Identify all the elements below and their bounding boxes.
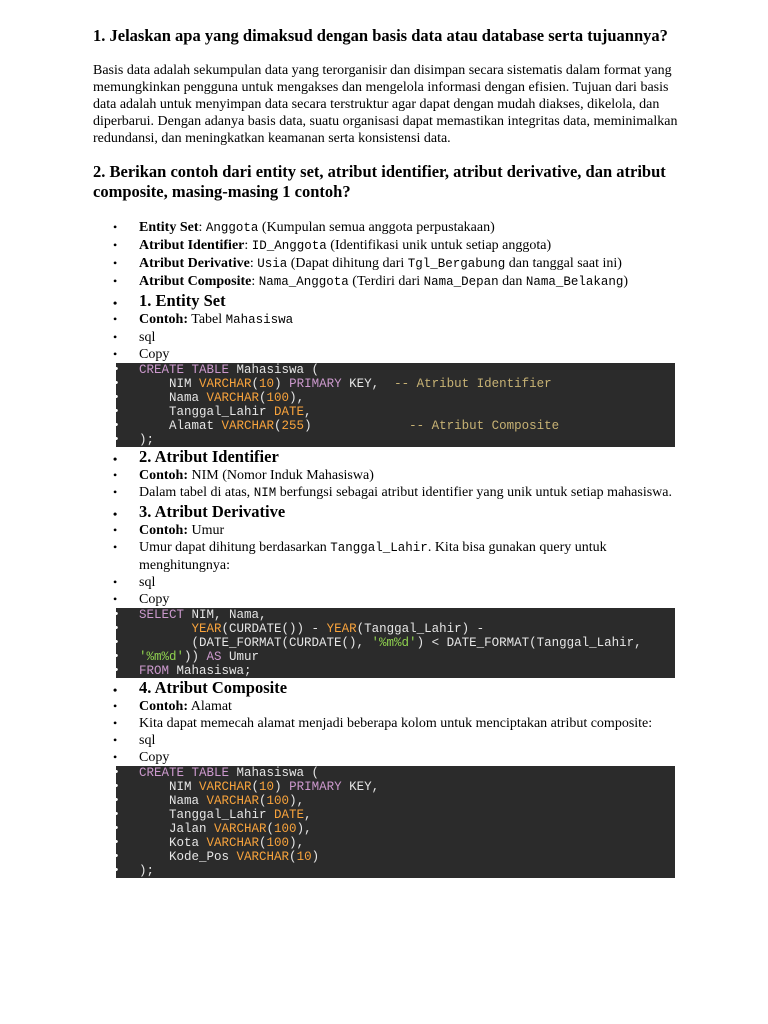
contoh-atribut-composite: • Contoh: Alamat (93, 698, 683, 715)
summary-atribut-composite: • Atribut Composite: Nama_Anggota (Terdiri dari Nama_Depan dan Nama_Belakang) (93, 273, 683, 291)
code-line: • CREATE TABLE Mahasiswa ( (116, 766, 675, 780)
question-1-title: 1. Jelaskan apa yang dimaksud dengan basis data atau database serta tujuannya? (93, 26, 668, 45)
summary-entity-set: • Entity Set: Anggota (Kumpulan semua anggota perpustakaan) (93, 219, 683, 237)
question-2-title: 2. Berikan contoh dari entity set, atribut identifier, atribut derivative, dan atribut composite, masing-masing 1 contoh? (93, 162, 666, 201)
document-page (93, 26, 683, 878)
code-line: • ); (116, 433, 675, 447)
contoh-atribut-derivative: • Contoh: Umur (93, 522, 683, 539)
code-block (116, 766, 675, 878)
question-1-answer: Basis data adalah sekumpulan data yang terorganisir dan disimpan secara sistematis dalam format yang memungkinkan pengguna untuk mengakses dan mengelola informasi dengan efisien. Tujuan dari basis data adalah untuk menyimpan data secara terstruktur agar dapat dengan mudah diakses, dikelola, dan diperbarui. Dengan adanya basis data, suatu organisasi dapat memastikan integritas data, meminimalkan redundansi, dan meningkatkan keamanan serta konsistensi data. (93, 63, 678, 146)
code-block (116, 608, 675, 678)
code-lang-label: • sql (93, 329, 683, 346)
code-line: • Kode_Pos VARCHAR(10) (116, 850, 675, 864)
desc-atribut-derivative: • Umur dapat dihitung berdasarkan Tanggal_Lahir. Kita bisa gunakan query untuk menghitungnya: (93, 539, 683, 574)
code-line: • SELECT NIM, Nama, (116, 608, 675, 622)
code-line: • (DATE_FORMAT(CURDATE(), '%m%d') < DATE_FORMAT(Tanggal_Lahir, (116, 636, 675, 650)
code-lang-label: • sql (93, 574, 683, 591)
section-heading-atribut-identifier: • 2. Atribut Identifier (93, 447, 683, 467)
code-line: • NIM VARCHAR(10) PRIMARY KEY, (116, 780, 675, 794)
summary-atribut-derivative: • Atribut Derivative: Usia (Dapat dihitung dari Tgl_Bergabung dan tanggal saat ini) (93, 255, 683, 273)
code-line: • FROM Mahasiswa; (116, 664, 675, 678)
code-line: • NIM VARCHAR(10) PRIMARY KEY, -- Atribut Identifier (116, 377, 675, 391)
section-heading-atribut-composite: • 4. Atribut Composite (93, 678, 683, 698)
code-lang-label: • sql (93, 732, 683, 749)
copy-button[interactable]: • Copy (93, 346, 683, 363)
code-line: • Nama VARCHAR(100), (116, 794, 675, 808)
contoh-entity-set: • Contoh: Tabel Mahasiswa (93, 311, 683, 329)
code-line: • Alamat VARCHAR(255) -- Atribut Composite (116, 419, 675, 433)
summary-atribut-identifier: • Atribut Identifier: ID_Anggota (Identifikasi unik untuk setiap anggota) (93, 237, 683, 255)
code-line: • '%m%d')) AS Umur (116, 650, 675, 664)
code-line: • Nama VARCHAR(100), (116, 391, 675, 405)
contoh-atribut-identifier: • Contoh: NIM (Nomor Induk Mahasiswa) (93, 467, 683, 484)
desc-atribut-identifier: • Dalam tabel di atas, NIM berfungsi sebagai atribut identifier yang unik untuk setiap mahasiswa. (93, 484, 683, 502)
code-line: • CREATE TABLE Mahasiswa ( (116, 363, 675, 377)
code-line: • ); (116, 864, 675, 878)
copy-button[interactable]: • Copy (93, 591, 683, 608)
code-line: • Tanggal_Lahir DATE, (116, 405, 675, 419)
code-line: • Kota VARCHAR(100), (116, 836, 675, 850)
answer-list (93, 219, 683, 363)
desc-atribut-composite: • Kita dapat memecah alamat menjadi beberapa kolom untuk menciptakan atribut composite: (93, 715, 683, 732)
code-line: • YEAR(CURDATE()) - YEAR(Tanggal_Lahir) - (116, 622, 675, 636)
code-line: • Jalan VARCHAR(100), (116, 822, 675, 836)
section-heading-atribut-derivative: • 3. Atribut Derivative (93, 502, 683, 522)
copy-button[interactable]: • Copy (93, 749, 683, 766)
code-block (116, 363, 675, 447)
code-line: • Tanggal_Lahir DATE, (116, 808, 675, 822)
section-heading-entity-set: • 1. Entity Set (93, 291, 683, 311)
